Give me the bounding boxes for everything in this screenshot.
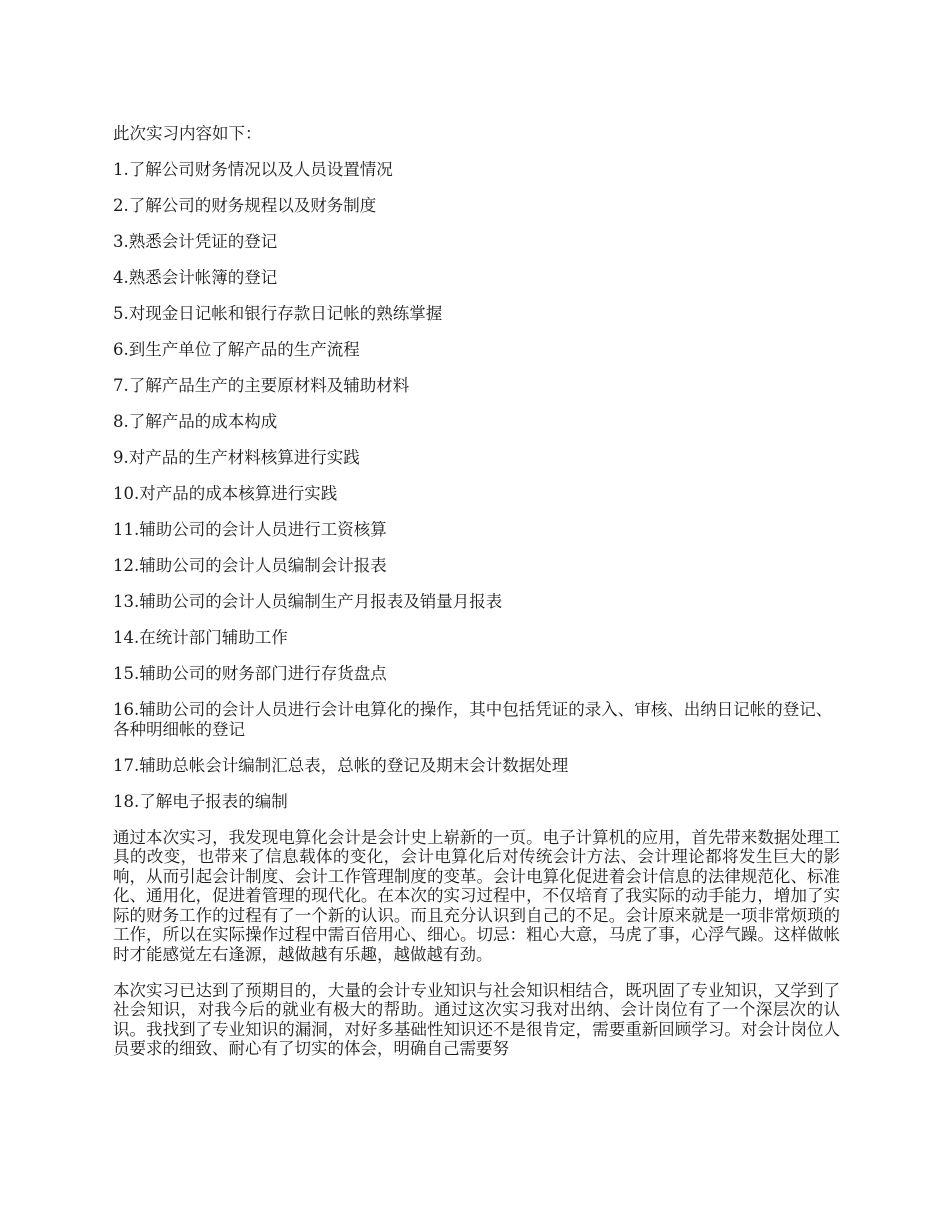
list-item: 1.了解公司财务情况以及人员设置情况 xyxy=(113,160,393,179)
list-item: 4.熟悉会计帐簿的登记 xyxy=(113,268,278,287)
list-item: 16.辅助公司的会计人员进行会计电算化的操作，其中包括凭证的录入、审核、出纳日记帐的登记、各种明细帐的登记 xyxy=(113,700,833,739)
list-item: 14.在统计部门辅助工作 xyxy=(113,628,288,647)
list-item: 9.对产品的生产材料核算进行实践 xyxy=(113,448,360,467)
list-item: 17.辅助总帐会计编制汇总表，总帐的登记及期末会计数据处理 xyxy=(113,755,569,775)
body-paragraph: 通过本次实习，我发现电算化会计是会计史上崭新的一页。电子计算机的应用，首先带来数据处理工具的改变，也带来了信息载体的变化，会计电算化后对传统会计方法、会计理论都将发生巨大的影响，从而引起会计制度、会计工作管理制度的变革。会计电算化促进着会计信息的法律规范化、标准化、通用化，促进着管理的现代化。在本次的实习过程中，不仅培育了我实际的动手能力，增加了实际的财务工作的过程有了一个新的认识。而且充分认识到自己的不足。会计原来就是一项非常烦琐的工作，所以在实际操作过程中需百倍用心、细心。切忌：粗心大意，马虎了事，心浮气躁。这样做帐时才能感觉左右逢源，越做越有乐趣，越做越有劲。 xyxy=(113,827,840,964)
list-item: 2.了解公司的财务规程以及财务制度 xyxy=(113,196,377,215)
list-item: 11.辅助公司的会计人员进行工资核算 xyxy=(113,520,387,539)
list-item: 5.对现金日记帐和银行存款日记帐的熟练掌握 xyxy=(113,304,443,323)
list-item: 8.了解产品的成本构成 xyxy=(113,412,278,431)
list-item: 15.辅助公司的财务部门进行存货盘点 xyxy=(113,664,387,683)
list-item: 12.辅助公司的会计人员编制会计报表 xyxy=(113,556,387,575)
list-item: 13.辅助公司的会计人员编制生产月报表及销量月报表 xyxy=(113,592,503,611)
internship-content-list xyxy=(113,160,840,811)
list-item: 7.了解产品生产的主要原材料及辅助材料 xyxy=(113,376,410,395)
body-paragraph: 本次实习已达到了预期目的，大量的会计专业知识与社会知识相结合，既巩固了专业知识，又学到了社会知识，对我今后的就业有极大的帮助。通过这次实习我对出纳、会计岗位有了一个深层次的认识。我找到了专业知识的漏洞，对好多基础性知识还不是很肯定，需要重新回顾学习。对会计岗位人员要求的细致、耐心有了切实的体会，明确自己需要努 xyxy=(113,980,840,1058)
document-body xyxy=(113,124,840,1075)
list-item: 6.到生产单位了解产品的生产流程 xyxy=(113,340,360,359)
list-item: 3.熟悉会计凭证的登记 xyxy=(113,232,278,251)
intro-line: 此次实习内容如下： xyxy=(113,124,262,143)
list-item: 18.了解电子报表的编制 xyxy=(113,791,288,811)
list-item: 10.对产品的成本核算进行实践 xyxy=(113,484,338,503)
